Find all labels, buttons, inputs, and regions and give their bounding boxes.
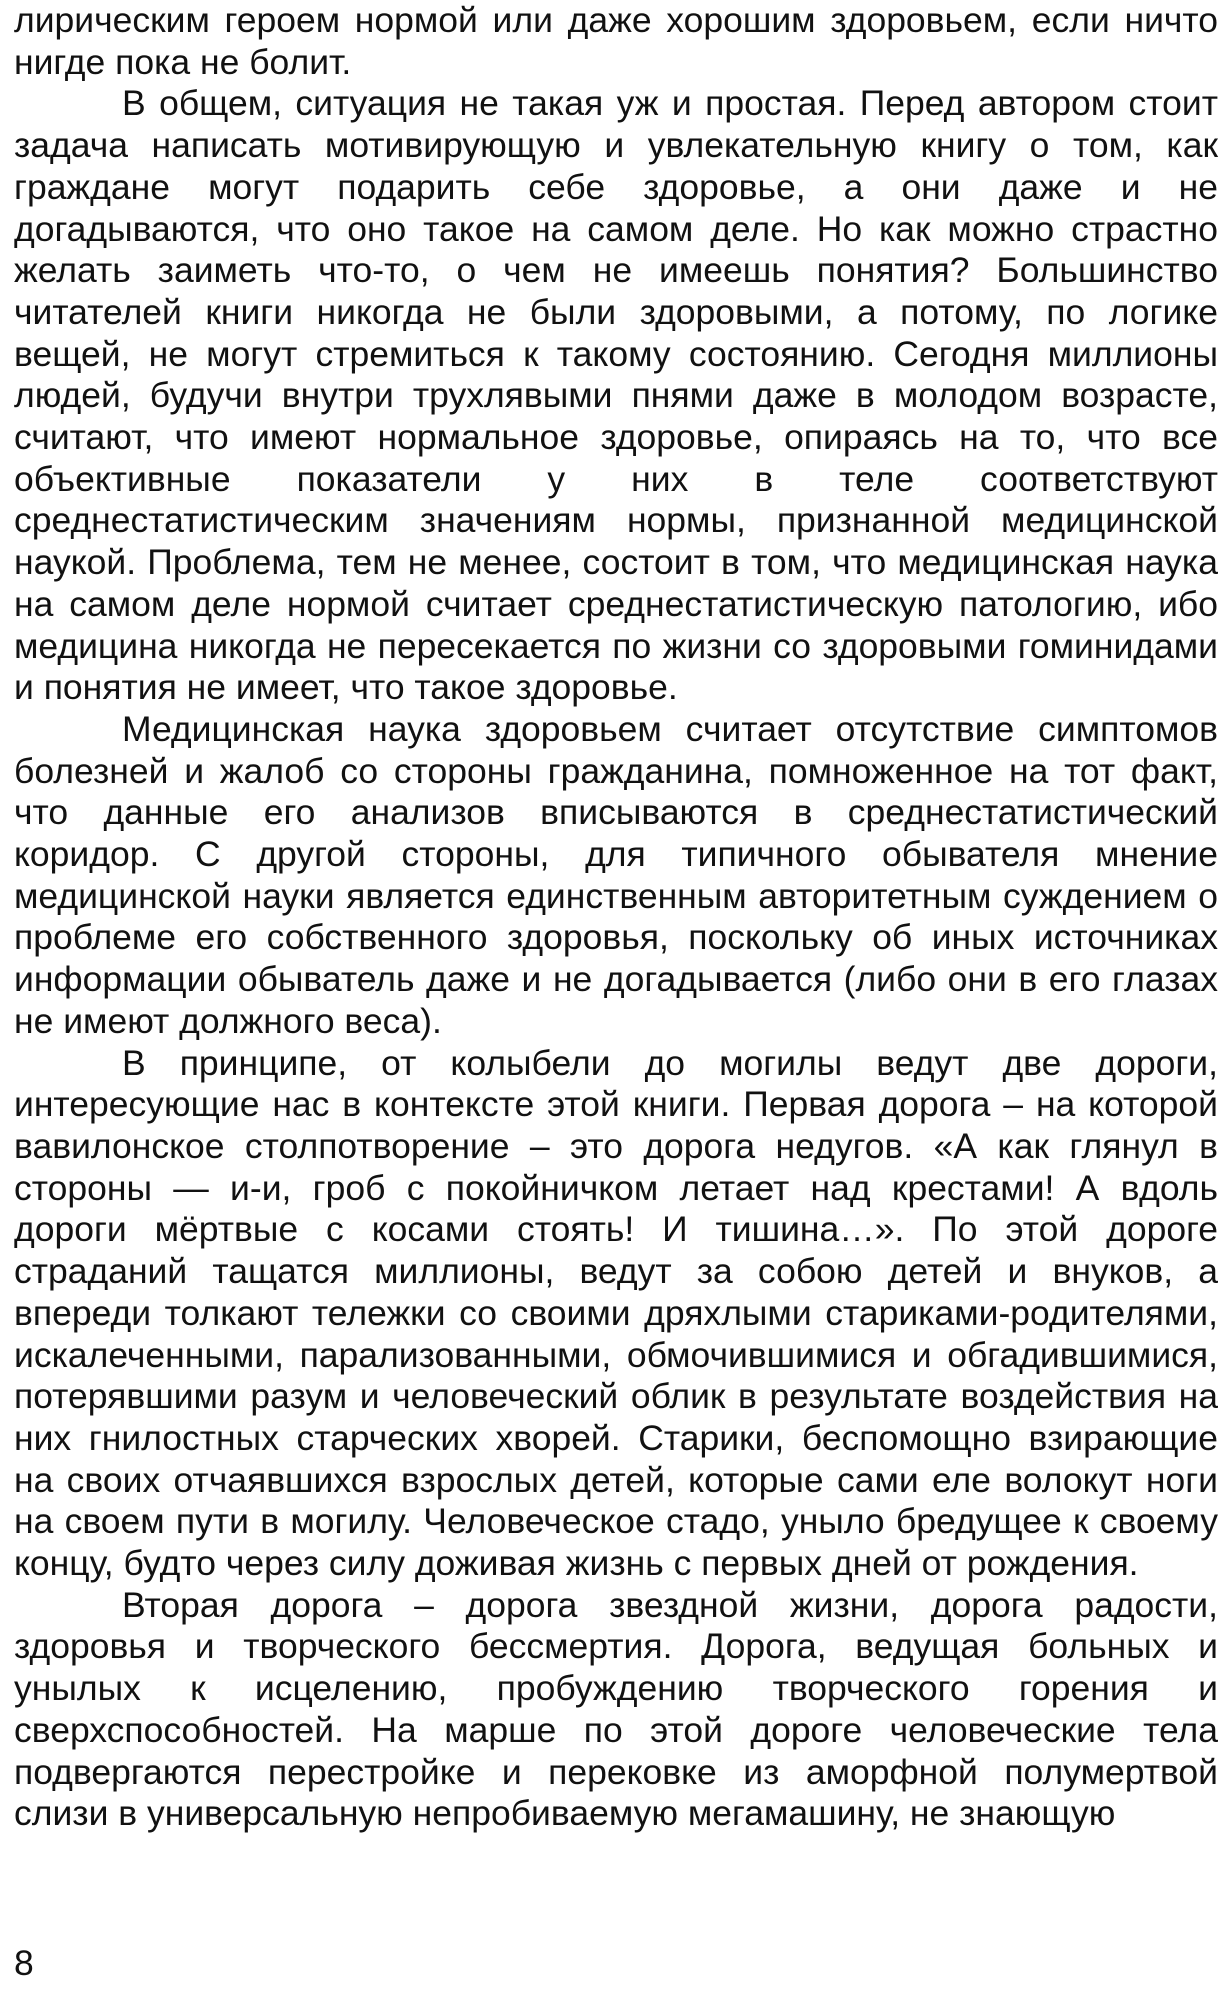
paragraph: Медицинская наука здоровьем считает отсутствие симптомов болезней и жалоб со стороны гражданина, помноженное на тот факт, что данные его анализов вписываются в среднестатистический коридор. С другой стороны, для типичного обывателя мнение медицинской науки является единственным авторитетным суждением о проблеме его собственного здоровья, поскольку об иных источниках информации обыватель даже и не догадывается (либо они в его глазах не имеют должного веса). <box>14 708 1218 1041</box>
paragraph: В общем, ситуация не такая уж и простая. Перед автором стоит задача написать мотивирующую и увлекательную книгу о том, как граждане могут подарить себе здоровье, а они даже и не догадываются, что оно такое на самом деле. Но как можно страстно желать заиметь что-то, о чем не имеешь понятия? Большинство читателей книги никогда не были здоровыми, а потому, по логике вещей, не могут стремиться к такому состоянию. Сегодня миллионы людей, будучи внутри трухлявыми пнями даже в молодом возрасте, считают, что имеют нормальное здоровье, опираясь на то, что все объективные показатели у них в теле соответствуют среднестатистическим значениям нормы, признанной медицинской наукой. Проблема, тем не менее, состоит в том, что медицинская наука на самом деле нормой считает среднестатистическую патологию, ибо медицина никогда не пересекается по жизни со здоровыми гоминидами и понятия не имеет, что такое здоровье. <box>14 83 1218 708</box>
paragraph: В принципе, от колыбели до могилы ведут две дороги, интересующие нас в контексте этой книги. Первая дорога – на которой вавилонское столпотворение – это дорога недугов. «А как глянул в стороны — и-и, гроб с покойничком летает над крестами! А вдоль дороги мёртвые с косами стоять! И тишина…». По этой дороге страданий тащатся миллионы, ведут за собою детей и внуков, а впереди толкают тележки со своими дряхлыми стариками-родителями, искалеченными, парализованными, обмочившимися и обгадившимися, потерявшими разум и человеческий облик в результате воздействия на них гнилостных старческих хворей. Старики, беспомощно взирающие на своих отчаявшихся взрослых детей, которые сами еле волокут ноги на своем пути в могилу. Человеческое стадо, уныло бредущее к своему концу, будто через силу доживая жизнь с первых дней от рождения. <box>14 1042 1218 1584</box>
page-body <box>14 0 1218 1835</box>
page-number: 8 <box>14 1943 34 1983</box>
paragraph-continuation: лирическим героем нормой или даже хорошим здоровьем, если ничто нигде пока не болит. <box>14 0 1218 82</box>
paragraph: Вторая дорога – дорога звездной жизни, дорога радости, здоровья и творческого бессмертия. Дорога, ведущая больных и унылых к исцелению, пробуждению творческого горения и сверхспособностей. На марше по этой дороге человеческие тела подвергаются перестройке и перековке из аморфной полумертвой слизи в универсальную непробиваемую мегамашину, не знающую <box>14 1584 1218 1834</box>
